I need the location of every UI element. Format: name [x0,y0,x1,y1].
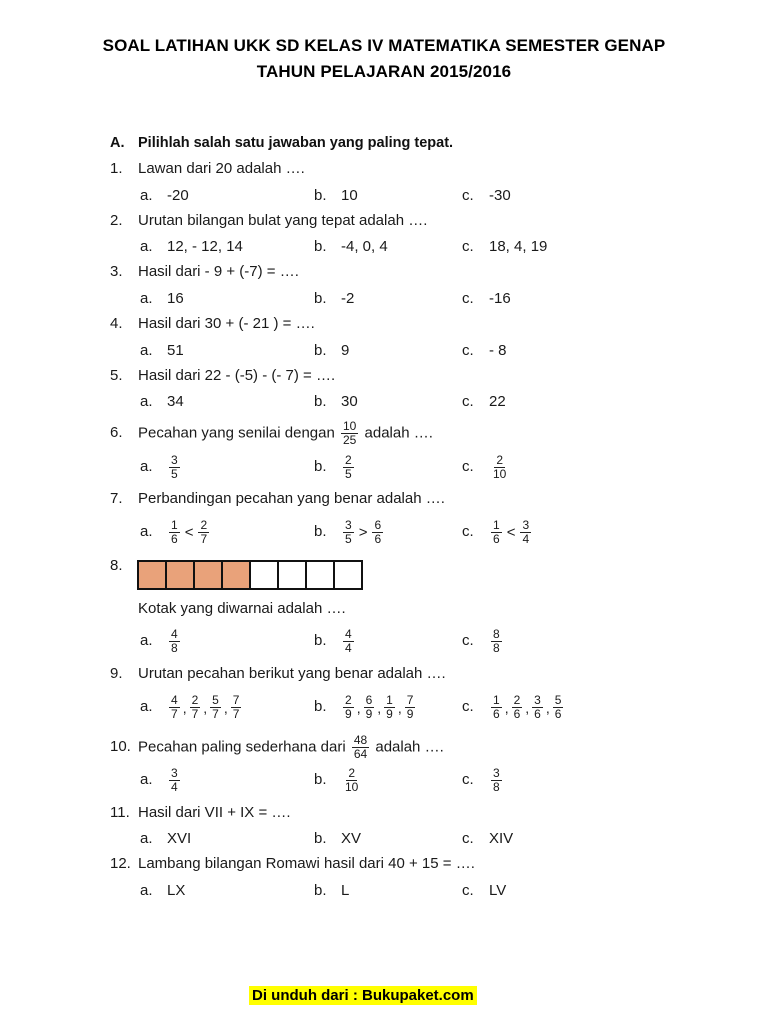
question-text: Lambang bilangan Romawi hasil dari 40 + 15 = …. [138,855,475,872]
question-text: Lawan dari 20 adalah …. [138,160,305,177]
option-8b: b. $\frac{4}{4}$ [314,627,352,655]
question-5: 5. Hasil dari 22 - (-5) - (- 7) = …. [110,367,336,384]
option-6c: c. $\frac{2}{10}$ [462,453,507,481]
option-5b: b. 30 [314,393,358,410]
question-6: 6. Pecahan yang senilai dengan $\frac{10}{25}$ adalah …. [110,419,433,447]
question-text: Hasil dari - 9 + (-7) = …. [138,263,299,280]
question-text: Hasil dari VII + IX = …. [138,804,291,821]
section-label: A. [110,135,125,151]
option-12c: c. LV [462,882,507,899]
question-10: 10. Pecahan paling sederhana dari $\frac{48}{64}$ adalah …. [110,733,444,761]
option-10c: c. $\frac{3}{8}$ [462,766,500,794]
question-9: 9. Urutan pecahan berikut yang benar adalah …. [110,665,446,682]
option-6b: b. $\frac{2}{5}$ [314,453,352,481]
option-12b: b. L [314,882,350,899]
question-2: 2. Urutan bilangan bulat yang tepat adalah …. [110,212,428,229]
option-2a: a. 12, - 12, 14 [140,238,243,255]
fraction: $\frac{10}{25}$ [343,419,357,447]
option-2b: b. -4, 0, 4 [314,238,388,255]
option-5c: c. 22 [462,393,506,410]
option-6a: a. $\frac{3}{5}$ [140,453,178,481]
option-3c: c. -16 [462,290,511,307]
question-text: Urutan pecahan berikut yang benar adalah …. [138,665,446,682]
option-7a: a. $\frac{1}{6}$ < $\frac{2}{7}$ [140,518,208,546]
question-8-text: Kotak yang diwarnai adalah …. [138,600,346,617]
section-instruction: Pilihlah salah satu jawaban yang paling tepat. [138,135,454,151]
fraction-boxes [137,560,363,590]
page-subtitle: TAHUN PELAJARAN 2015/2016 [256,62,512,81]
option-3b: b. -2 [314,290,355,307]
colored-box [139,562,167,588]
option-2c: c. 18, 4, 19 [462,238,548,255]
option-11b: b. XV [314,830,362,847]
empty-box [279,562,307,588]
question-11: 11. Hasil dari VII + IX = …. [110,804,291,821]
option-1b: b. 10 [314,187,358,204]
option-3a: a. 16 [140,290,184,307]
colored-box [167,562,195,588]
option-9b: b. $\frac{2}{9}$ , $\frac{6}{9}$ , $\frac{1}{9}$ , $\frac{7}{9}$ [314,693,414,721]
option-11c: c. XIV [462,830,514,847]
question-4: 4. Hasil dari 30 + (- 21 ) = …. [110,315,315,332]
option-4a: a. 51 [140,342,184,359]
option-9c: c. $\frac{1}{6}$ , $\frac{2}{6}$ , $\frac{3}{6}$ , $\frac{5}{6}$ [462,693,562,721]
question-3: 3. Hasil dari - 9 + (-7) = …. [110,263,299,280]
question-1: 1. Lawan dari 20 adalah …. [110,160,305,177]
option-12a: a. LX [140,882,186,899]
page-title: SOAL LATIHAN UKK SD KELAS IV MATEMATIKA SEMESTER GENAP [102,36,666,55]
download-source-footer: Di unduh dari : Bukupaket.com [249,986,477,1005]
question-text: Perbandingan pecahan yang benar adalah …. [138,490,445,507]
option-1a: a. -20 [140,187,189,204]
option-7b: b. $\frac{3}{5}$ > $\frac{6}{6}$ [314,518,382,546]
empty-box [251,562,279,588]
question-text: Hasil dari 30 + (- 21 ) = …. [138,315,315,332]
empty-box [335,562,361,588]
option-4c: c. - 8 [462,342,507,359]
option-10b: b. $\frac{2}{10}$ [314,766,359,794]
option-8c: c. $\frac{8}{8}$ [462,627,500,655]
option-5a: a. 34 [140,393,184,410]
colored-box [223,562,251,588]
question-text: Urutan bilangan bulat yang tepat adalah …. [138,212,428,229]
option-4b: b. 9 [314,342,350,359]
question-7: 7. Perbandingan pecahan yang benar adalah …. [110,490,445,507]
option-7c: c. $\frac{1}{6}$ < $\frac{3}{4}$ [462,518,530,546]
option-9a: a. $\frac{4}{7}$ , $\frac{2}{7}$ , $\frac{5}{7}$ , $\frac{7}{7}$ [140,693,240,721]
section-heading [110,135,453,151]
option-8a: a. $\frac{4}{8}$ [140,627,178,655]
question-text: Hasil dari 22 - (-5) - (- 7) = …. [138,367,336,384]
colored-box [195,562,223,588]
fraction: $\frac{48}{64}$ [353,733,368,761]
option-1c: c. -30 [462,187,511,204]
option-10a: a. $\frac{3}{4}$ [140,766,178,794]
empty-box [307,562,335,588]
option-11a: a. XVI [140,830,192,847]
question-8: 8. [110,557,123,574]
question-12: 12. Lambang bilangan Romawi hasil dari 40 + 15 = …. [110,855,475,872]
